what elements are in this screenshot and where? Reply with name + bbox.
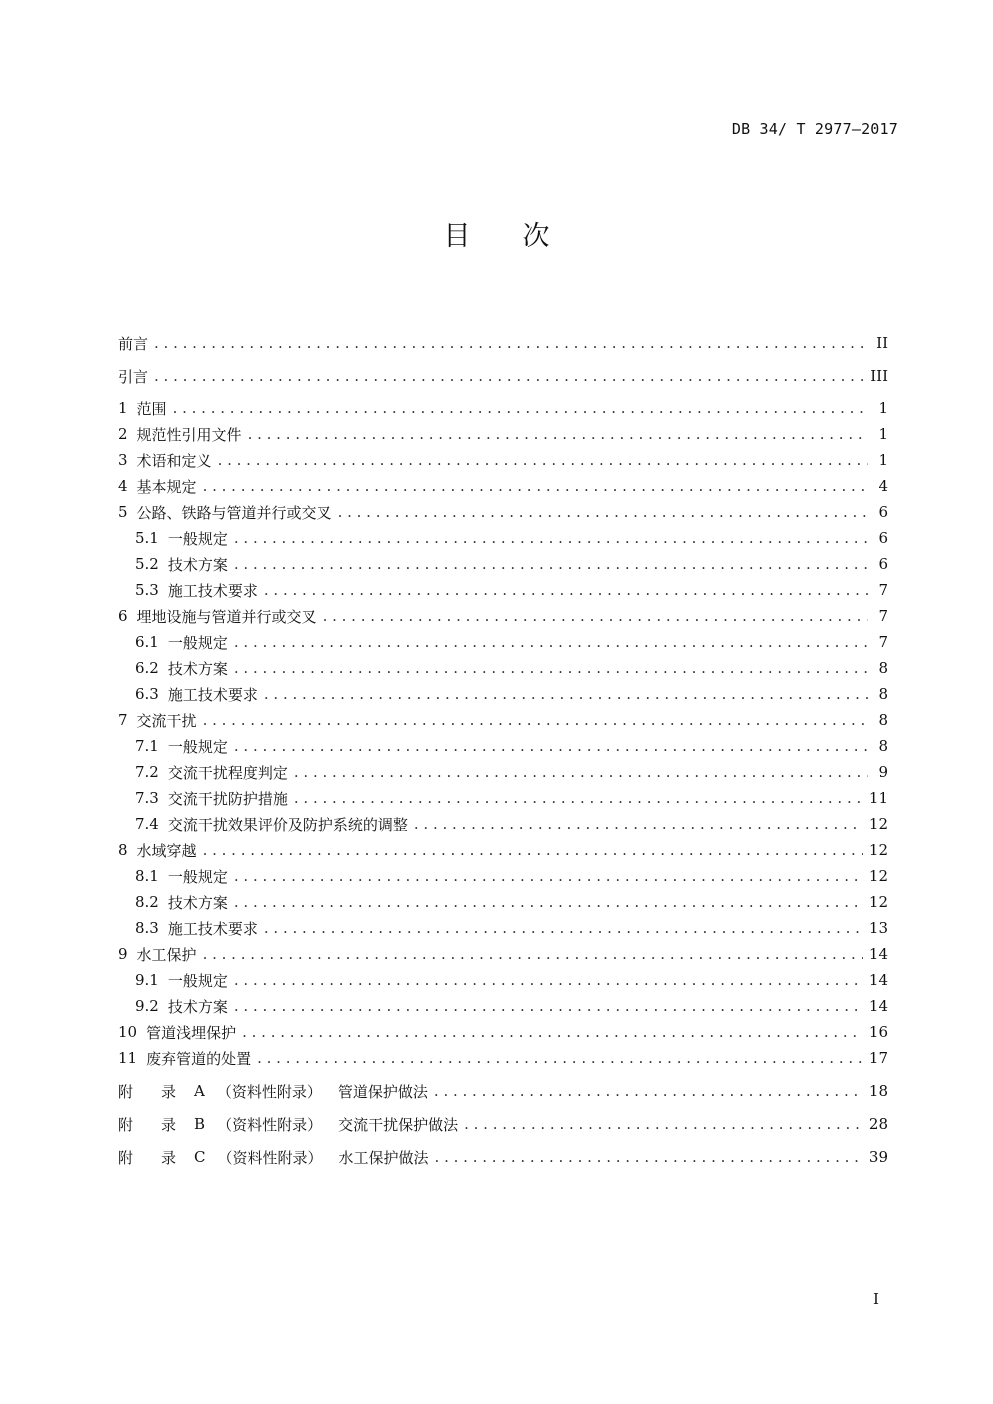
toc-leader <box>242 1023 863 1041</box>
toc-page: 12 <box>868 867 888 885</box>
toc-page: 6 <box>878 555 888 573</box>
toc-leader <box>234 971 863 989</box>
toc-row[interactable] <box>135 889 888 915</box>
toc-page: 7 <box>878 633 888 651</box>
toc-page: 18 <box>868 1082 888 1100</box>
toc-row[interactable] <box>135 993 888 1019</box>
toc-label: 技术方案 <box>167 659 228 678</box>
toc-label: 管道浅埋保护 <box>146 1023 237 1042</box>
toc-row[interactable] <box>135 525 888 551</box>
toc-row[interactable] <box>118 421 888 447</box>
toc-row-appendix[interactable] <box>118 1111 888 1137</box>
toc-number: 9 <box>118 945 128 963</box>
toc-leader <box>257 1049 863 1067</box>
appendix-type: （资料性附录） <box>217 1115 323 1134</box>
toc-leader <box>234 997 863 1015</box>
toc-number: 6.2 <box>135 659 159 677</box>
toc-number: 11 <box>118 1049 138 1067</box>
toc-page: 12 <box>868 893 888 911</box>
toc-row[interactable] <box>118 603 888 629</box>
toc-row[interactable] <box>135 811 888 837</box>
toc-number: 7.1 <box>135 737 159 755</box>
toc-page: III <box>870 367 888 385</box>
toc-page: 11 <box>868 789 888 807</box>
toc-number: 8.1 <box>135 867 159 885</box>
toc-label: 水工保护做法 <box>338 1148 429 1167</box>
toc-number: 7.4 <box>135 815 159 833</box>
toc-page: 13 <box>868 919 888 937</box>
toc-number: 6.1 <box>135 633 159 651</box>
toc-label: 公路、铁路与管道并行或交叉 <box>136 503 332 522</box>
toc-row[interactable] <box>118 1045 888 1071</box>
toc-number: 8.3 <box>135 919 159 937</box>
appendix-fu: 附 <box>118 1082 134 1101</box>
appendix-letter: A <box>194 1082 205 1100</box>
toc-label: 引言 <box>118 367 149 386</box>
appendix-fu: 附 <box>118 1148 134 1167</box>
toc-row[interactable] <box>135 655 888 681</box>
toc-label: 技术方案 <box>167 555 228 574</box>
toc-row[interactable] <box>135 785 888 811</box>
toc-row[interactable] <box>135 577 888 603</box>
toc-row[interactable] <box>135 551 888 577</box>
toc-row[interactable] <box>118 1019 888 1045</box>
toc-leader <box>234 659 868 677</box>
toc-number: 4 <box>118 477 128 495</box>
toc-leader <box>264 685 868 703</box>
appendix-lu: 录 <box>161 1082 177 1101</box>
toc-row[interactable] <box>135 759 888 785</box>
toc-label: 交流干扰防护措施 <box>167 789 288 808</box>
toc-label: 交流干扰效果评价及防护系统的调整 <box>167 815 408 834</box>
toc-label: 一般规定 <box>167 867 228 886</box>
appendix-letter: C <box>194 1148 206 1166</box>
toc-row[interactable] <box>118 447 888 473</box>
appendix-lu: 录 <box>161 1115 177 1134</box>
toc-label: 埋地设施与管道并行或交叉 <box>136 607 317 626</box>
toc-leader <box>203 477 868 495</box>
toc-number: 1 <box>118 399 128 417</box>
toc-number: 7.2 <box>135 763 159 781</box>
toc-row-appendix[interactable] <box>118 1078 888 1104</box>
toc-leader <box>203 945 863 963</box>
toc-page: 16 <box>868 1023 888 1041</box>
toc-label: 技术方案 <box>167 997 228 1016</box>
toc-row[interactable] <box>118 499 888 525</box>
appendix-type: （资料性附录） <box>217 1148 323 1167</box>
toc-label: 基本规定 <box>136 477 197 496</box>
toc-leader <box>154 367 864 385</box>
toc-number: 7.3 <box>135 789 159 807</box>
toc-row[interactable] <box>135 863 888 889</box>
toc-label: 一般规定 <box>167 737 228 756</box>
toc-number: 5.3 <box>135 581 159 599</box>
toc-page: 12 <box>868 841 888 859</box>
toc-number: 6.3 <box>135 685 159 703</box>
toc-leader <box>203 711 868 729</box>
toc-label: 术语和定义 <box>136 451 212 470</box>
toc-page: 8 <box>878 685 888 703</box>
toc-page: 39 <box>868 1148 888 1166</box>
toc-page: 14 <box>868 971 888 989</box>
toc-row[interactable] <box>118 395 888 421</box>
appendix-type: （资料性附录） <box>216 1082 322 1101</box>
toc-number: 10 <box>118 1023 138 1041</box>
toc-label: 范围 <box>136 399 167 418</box>
toc-number: 5 <box>118 503 128 521</box>
toc-number: 9.2 <box>135 997 159 1015</box>
toc-leader <box>338 503 868 521</box>
toc-label: 施工技术要求 <box>167 919 258 938</box>
toc-page: 17 <box>868 1049 888 1067</box>
toc-page: 7 <box>878 607 888 625</box>
toc-row-foreword[interactable] <box>118 330 888 356</box>
toc-page: 6 <box>878 529 888 547</box>
toc-leader <box>435 1148 863 1166</box>
toc-leader <box>434 1082 863 1100</box>
appendix-letter: B <box>194 1115 206 1133</box>
toc-number: 6 <box>118 607 128 625</box>
toc-label: 技术方案 <box>167 893 228 912</box>
toc-row[interactable] <box>135 967 888 993</box>
toc-page: 7 <box>878 581 888 599</box>
toc-page: 1 <box>878 451 888 469</box>
toc-label: 交流干扰保护做法 <box>338 1115 459 1134</box>
toc-row[interactable] <box>135 629 888 655</box>
toc-number: 5.1 <box>135 529 159 547</box>
toc-page: 14 <box>868 997 888 1015</box>
appendix-fu: 附 <box>118 1115 134 1134</box>
toc-label: 施工技术要求 <box>167 685 258 704</box>
toc-page: 14 <box>868 945 888 963</box>
toc-row[interactable] <box>118 941 888 967</box>
toc-leader <box>234 867 863 885</box>
toc-leader <box>234 555 868 573</box>
toc-leader <box>294 789 863 807</box>
toc-label: 规范性引用文件 <box>136 425 242 444</box>
toc-row-appendix[interactable] <box>118 1144 888 1170</box>
toc-leader <box>294 763 868 781</box>
standard-number: DB 34/ T 2977—2017 <box>731 120 898 138</box>
toc-page: 12 <box>868 815 888 833</box>
toc-page: 8 <box>878 659 888 677</box>
toc-page: II <box>876 334 888 352</box>
toc-label: 一般规定 <box>167 971 228 990</box>
toc-row[interactable] <box>118 837 888 863</box>
toc-number: 2 <box>118 425 128 443</box>
toc-row[interactable] <box>118 473 888 499</box>
toc-label: 一般规定 <box>167 529 228 548</box>
toc-leader <box>218 451 868 469</box>
toc-leader <box>203 841 863 859</box>
toc-page: 9 <box>878 763 888 781</box>
toc-row-introduction[interactable] <box>118 363 888 389</box>
toc-label: 水工保护 <box>136 945 197 964</box>
toc-leader <box>234 529 868 547</box>
toc-leader <box>173 399 868 417</box>
toc-leader <box>234 633 868 651</box>
toc-page: 6 <box>878 503 888 521</box>
toc-number: 8.2 <box>135 893 159 911</box>
toc-leader <box>414 815 863 833</box>
toc-label: 水域穿越 <box>136 841 197 860</box>
toc-label: 一般规定 <box>167 633 228 652</box>
toc-page: 8 <box>878 737 888 755</box>
toc-label: 施工技术要求 <box>167 581 258 600</box>
toc-leader <box>234 893 863 911</box>
toc-page: 1 <box>878 425 888 443</box>
page-number: I <box>873 1290 879 1308</box>
appendix-lu: 录 <box>161 1148 177 1167</box>
toc-number: 3 <box>118 451 128 469</box>
toc-page: 1 <box>878 399 888 417</box>
toc-page: 28 <box>868 1115 888 1133</box>
toc-leader <box>323 607 868 625</box>
toc-label: 废弃管道的处置 <box>146 1049 252 1068</box>
toc-number: 9.1 <box>135 971 159 989</box>
toc-row[interactable] <box>135 681 888 707</box>
toc-label: 前言 <box>118 334 149 353</box>
toc-number: 7 <box>118 711 128 729</box>
toc-number: 5.2 <box>135 555 159 573</box>
toc-leader <box>248 425 868 443</box>
toc-number: 8 <box>118 841 128 859</box>
page-title: 目次 <box>443 221 602 252</box>
toc-row[interactable] <box>135 733 888 759</box>
toc-leader <box>264 919 863 937</box>
toc-row[interactable] <box>118 707 888 733</box>
toc-leader <box>264 581 868 599</box>
toc-label: 交流干扰程度判定 <box>167 763 288 782</box>
toc-label: 交流干扰 <box>136 711 197 730</box>
toc-leader <box>154 334 868 352</box>
toc-label: 管道保护做法 <box>337 1082 428 1101</box>
toc-leader <box>234 737 868 755</box>
toc-row[interactable] <box>135 915 888 941</box>
toc-page: 4 <box>878 477 888 495</box>
toc-page: 8 <box>878 711 888 729</box>
toc-leader <box>464 1115 863 1133</box>
